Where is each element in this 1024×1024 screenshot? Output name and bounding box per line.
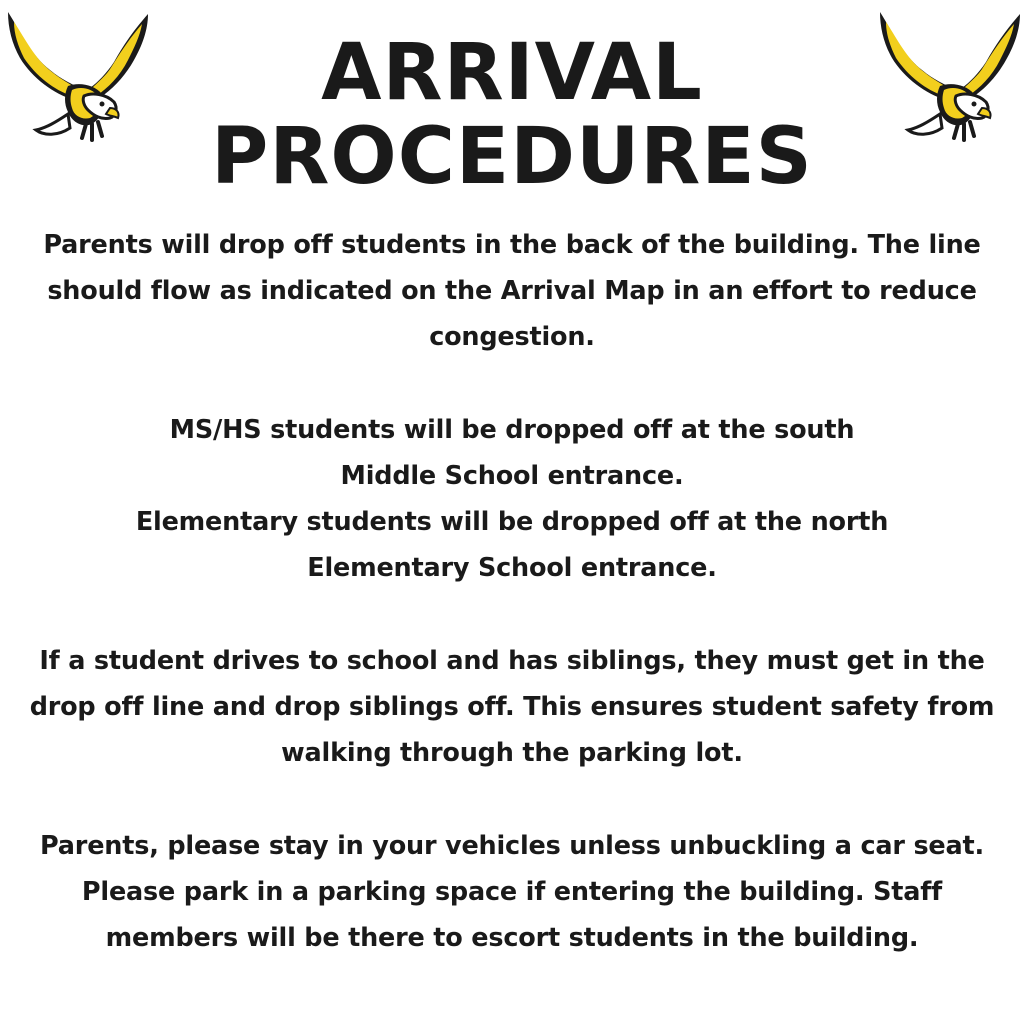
paragraph-4-line-1: Parents, please stay in your vehicles unless unbuckling a car seat.: [40, 830, 984, 861]
paragraph-4-line-3: members will be there to escort students in the building.: [105, 923, 919, 953]
paragraph-spacer: [0, 776, 1024, 822]
paragraph-3-line-2: drop off line and drop siblings off. This ensures student safety from: [29, 692, 995, 722]
paragraph-1-line-2: should flow as indicated on the Arrival Map in an effort to reduce: [47, 276, 977, 307]
paragraph-spacer: [0, 361, 1024, 407]
paragraph-2-line-3: Elementary students will be dropped off at the north: [135, 507, 889, 538]
paragraph-2-line-1: MS/HS students will be dropped off at the south: [169, 414, 855, 445]
page-title-line2: PROCEDURES: [211, 112, 813, 202]
paragraph-3-line-3: walking through the parking lot.: [281, 738, 743, 769]
paragraph-1-line-3: congestion.: [429, 322, 595, 353]
paragraph-1-line-1: Parents will drop off students in the back of the building. The line: [43, 230, 981, 260]
procedures-body: [0, 222, 1024, 961]
paragraph-3-line-1: If a student drives to school and has siblings, they must get in the: [39, 645, 985, 676]
page-title-line1: ARRIVAL: [321, 28, 703, 118]
paragraph-2-line-4: Elementary School entrance.: [307, 553, 717, 584]
paragraph-2-line-2: Middle School entrance.: [340, 461, 684, 491]
paragraph-spacer: [0, 592, 1024, 638]
paragraph-4-line-2: Please park in a parking space if entering the building. Staff: [81, 876, 943, 907]
